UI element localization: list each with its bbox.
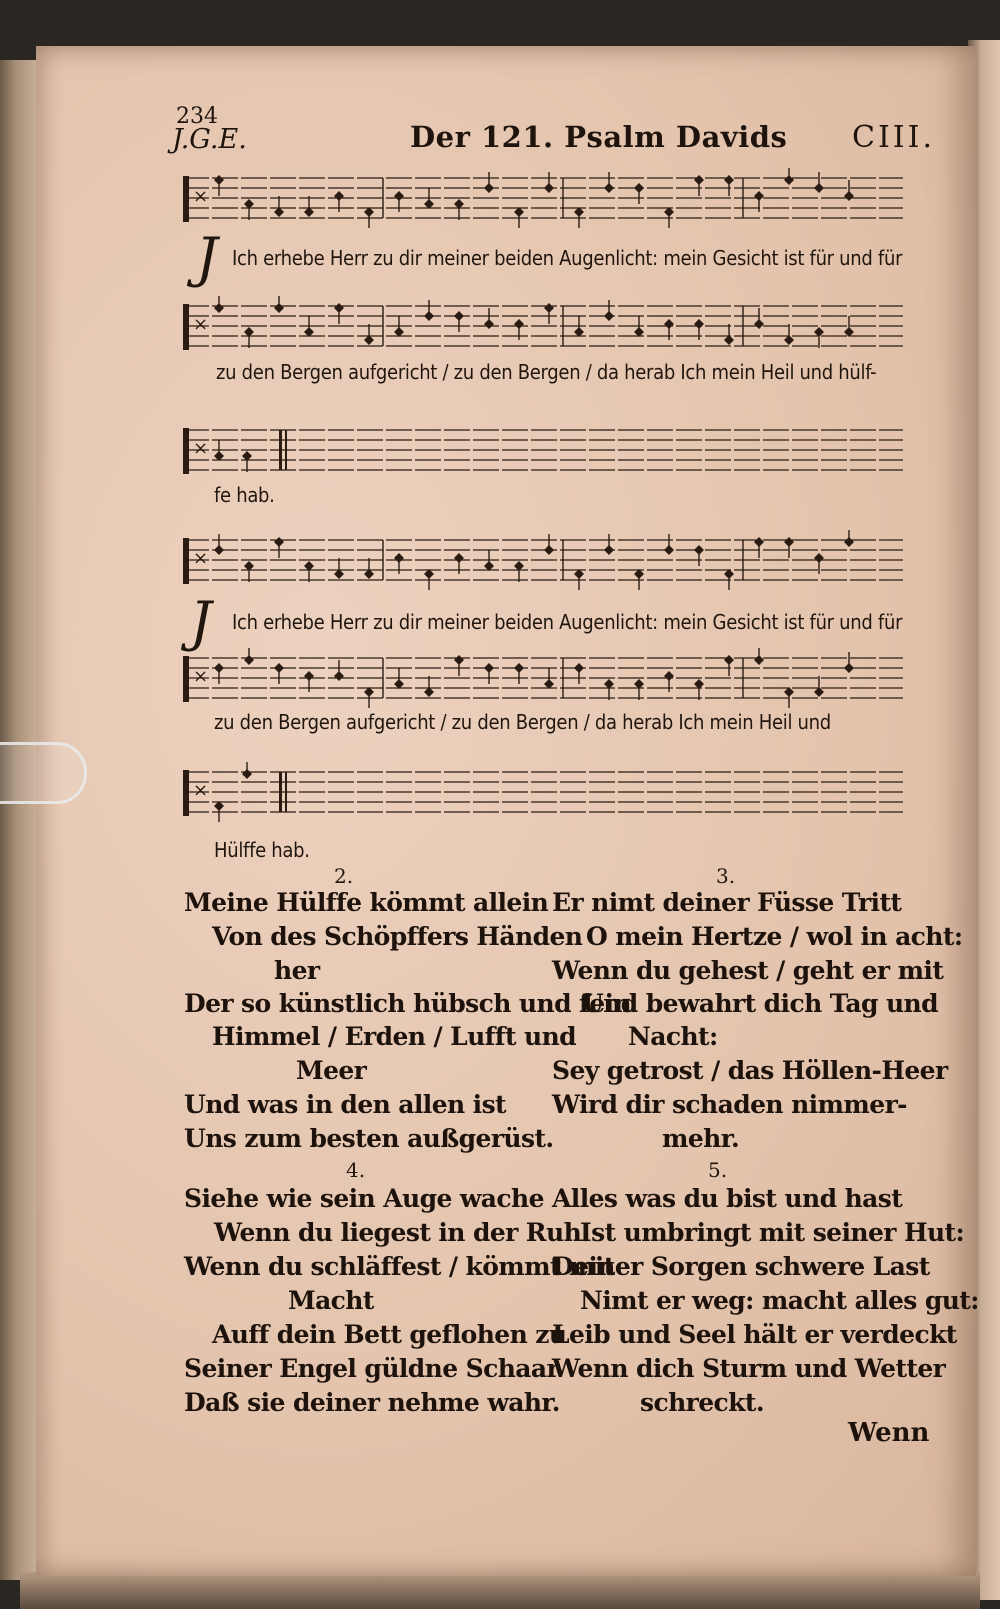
header-initials: J.G.E. [172,124,247,155]
staff-notation [183,296,903,356]
verse-line: Deiner Sorgen schwere Last [552,1252,930,1281]
svg-text:×: × [193,780,209,801]
verse-line: Von des Schöpffers Händen [212,922,583,951]
verse-line: Nimt er weg: macht alles gut: [580,1286,979,1315]
page-number: 234 [176,104,218,129]
verse-line: Himmel / Erden / Lufft und [212,1022,577,1051]
lyric-line: Ich erhebe Herr zu dir meiner beiden Augenlicht: mein Gesicht ist für und für [232,246,903,270]
initial-letter: J [196,226,218,289]
verse-line: Leib und Seel hält er verdeckt [552,1320,957,1349]
verse-line: Siehe wie sein Auge wache [184,1184,544,1213]
page-title: Der 121. Psalm Davids [410,120,788,154]
verse-number: 2. [334,864,354,888]
verse-line: her [274,956,320,985]
verse-number: 4. [346,1158,366,1182]
svg-text:×: × [193,314,209,335]
folio-number: CIII. [852,120,936,155]
verse-line: Der so künstlich hübsch und fein [184,989,631,1018]
verse-line: Uns zum besten außgerüst. [184,1124,554,1153]
verse-line: Auff dein Bett geflohen zu [212,1320,567,1349]
verse-number: 5. [708,1158,728,1182]
staff-notation [183,648,903,708]
svg-text:×: × [193,548,209,569]
verse-line: Meer [296,1056,367,1085]
verse-line: schreckt. [640,1388,764,1417]
lyric-line: zu den Bergen aufgericht / zu den Bergen / da herab Ich mein Heil und [214,710,831,734]
verse-number: 3. [716,864,736,888]
verse-line: Seiner Engel güldne Schaar [184,1354,560,1383]
lyric-line: Hülffe hab. [214,838,310,862]
verse-line: Nacht: [628,1022,718,1051]
verse-line: Wenn du gehest / geht er mit [552,956,944,985]
verse-line: Und was in den allen ist [184,1090,507,1119]
staff-notation [183,530,903,590]
staff-notation [183,168,903,228]
verse-line: Meine Hülffe kömmt allein [184,888,549,917]
svg-text:×: × [193,186,209,207]
book-spine-edge [0,60,40,1580]
music-staff-4 [183,530,903,590]
page-clip [0,742,87,804]
lyric-line: fe hab. [214,483,275,507]
music-staff-6 [183,762,903,822]
verse-line: Wenn du liegest in der Ruh: [214,1218,590,1247]
lyric-line: Ich erhebe Herr zu dir meiner beiden Augenlicht: mein Gesicht ist für und für [232,610,903,634]
verse-line: Wird dir schaden nimmer- [552,1090,907,1119]
music-staff-1 [183,168,903,228]
catchword: Wenn [848,1418,930,1448]
initial-letter: J [190,590,212,653]
verse-line: Und bewahrt dich Tag und [582,989,938,1018]
music-staff-3 [183,420,903,480]
music-staff-2 [183,296,903,356]
music-staff-5 [183,648,903,708]
verse-line: Sey getrost / das Höllen-Heer [552,1056,948,1085]
book-bottom-edge [20,1572,980,1609]
staff-notation [183,762,903,822]
verse-line: mehr. [662,1124,740,1153]
verse-line: Alles was du bist und hast [552,1184,903,1213]
svg-text:×: × [193,438,209,459]
svg-text:×: × [193,666,209,687]
verse-line: Macht [288,1286,374,1315]
verse-line: Er nimt deiner Füsse Tritt [552,888,902,917]
verse-line: O mein Hertze / wol in acht: [586,922,963,951]
verse-line: Wenn dich Sturm und Wetter [552,1354,946,1383]
verse-line: Ist umbringt mit seiner Hut: [580,1218,965,1247]
staff-notation [183,420,903,480]
verse-line: Wenn du schläffest / kömmt mit [184,1252,615,1281]
verse-line: Daß sie deiner nehme wahr. [184,1388,560,1417]
lyric-line: zu den Bergen aufgericht / zu den Bergen / da herab Ich mein Heil und hülf- [216,360,877,384]
